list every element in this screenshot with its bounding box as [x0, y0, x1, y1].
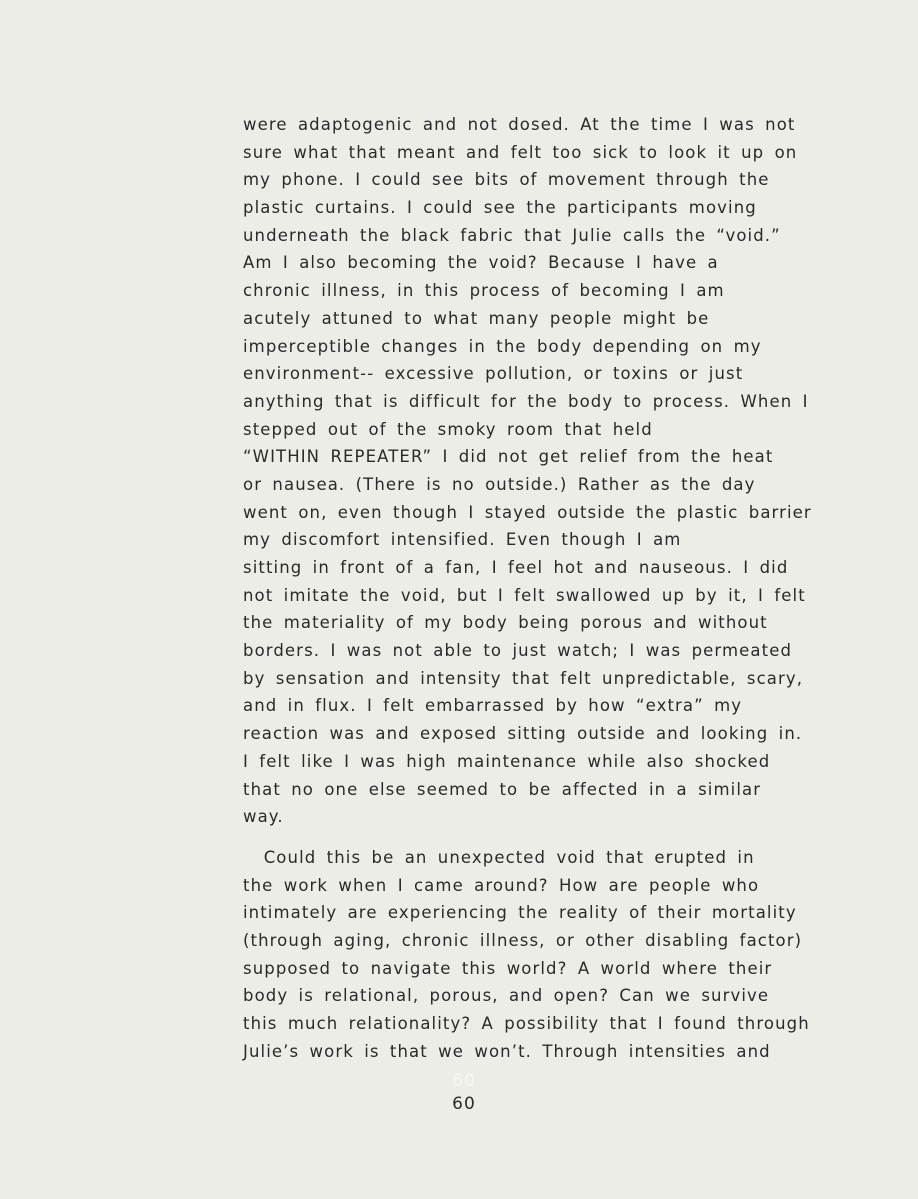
text-line: body is relational, porous, and open? Can we survive — [243, 986, 770, 1006]
text-line: supposed to navigate this world? A world where their — [243, 958, 773, 978]
text-line: stepped out of the smoky room that held — [243, 419, 653, 439]
text-line: my phone. I could see bits of movement through the — [243, 170, 770, 190]
text-line: anything that is difficult for the body to process. When I — [243, 391, 809, 411]
text-line: acutely attuned to what many people might be — [243, 308, 710, 328]
text-line: “WITHIN REPEATER” I did not get relief from the heat — [243, 447, 774, 467]
text-line: reaction was and exposed sitting outside and looking in. — [243, 724, 803, 744]
text-line: (through aging, chronic illness, or other disabling factor) — [243, 930, 803, 950]
text-line: and in flux. I felt embarrassed by how “extra” my — [243, 696, 743, 716]
text-line: sure what that meant and felt too sick to look it up on — [243, 142, 798, 162]
text-line: Could this be an unexpected void that erupted in — [243, 847, 755, 867]
text-line: the materiality of my body being porous and without — [243, 613, 768, 633]
page-number-ghost: 60 — [452, 1071, 476, 1091]
text-line: chronic illness, in this process of becoming I am — [243, 281, 725, 301]
text-line: that no one else seemed to be affected in a similar — [243, 779, 762, 799]
text-line: Julie’s work is that we won’t. Through intensities and — [243, 1041, 771, 1061]
text-line: by sensation and intensity that felt unpredictable, scary, — [243, 668, 804, 688]
text-line: not imitate the void, but I felt swallowed up by it, I felt — [243, 585, 806, 605]
text-line: intimately are experiencing the reality of their mortality — [243, 903, 797, 923]
page-number: 60 — [452, 1094, 476, 1114]
text-line: underneath the black fabric that Julie calls the “void.” — [243, 225, 781, 245]
text-line: way. — [243, 807, 284, 827]
text-line: this much relationality? A possibility that I found through — [243, 1014, 810, 1033]
text-line: borders. I was not able to just watch; I was permeated — [243, 641, 793, 661]
text-line: imperceptible changes in the body depending on my — [243, 336, 762, 356]
text-line: my discomfort intensified. Even though I am — [243, 530, 682, 550]
text-line: I felt like I was high maintenance while also shocked — [243, 751, 771, 771]
paragraph-spacer — [243, 831, 813, 844]
text-line: sitting in front of a fan, I feel hot and nauseous. I did — [243, 558, 789, 577]
text-line: plastic curtains. I could see the participants moving — [243, 198, 757, 218]
text-line: Am I also becoming the void? Because I have a — [243, 253, 719, 273]
text-line: the work when I came around? How are people who — [243, 875, 760, 895]
text-line: environment-- excessive pollution, or toxins or just — [243, 364, 744, 384]
paragraph-1 — [243, 111, 813, 831]
text-line: or nausea. (There is no outside.) Rather as the day — [243, 474, 756, 494]
text-line: were adaptogenic and not dosed. At the time I was not — [243, 115, 796, 134]
text-line: went on, even though I stayed outside the plastic barrier — [243, 502, 812, 522]
body-text — [243, 111, 813, 1065]
paragraph-2 — [243, 844, 813, 1066]
